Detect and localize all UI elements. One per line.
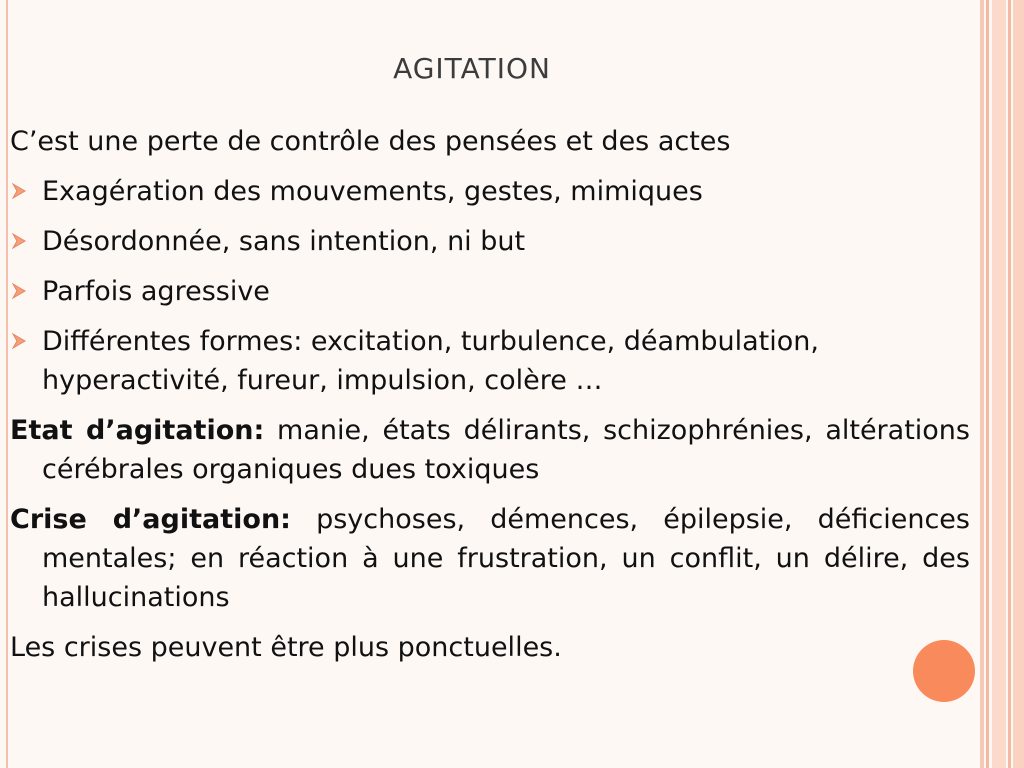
right-decorative-stripes	[980, 0, 1024, 768]
crise-paragraph	[10, 500, 970, 617]
arrowhead-bullet-icon	[12, 283, 26, 299]
left-border-line	[6, 0, 8, 768]
slide-title: AGITATION	[393, 52, 551, 85]
stripe	[992, 0, 1006, 768]
bullet-text: Désordonnée, sans intention, ni but	[42, 226, 526, 257]
etat-text: manie, états délirants, schizophrénies, altérations cérébrales organiques dues toxiques	[42, 415, 970, 485]
bullet-text: Exagération des mouvements, gestes, mimiques	[42, 176, 703, 207]
arrowhead-bullet-icon	[12, 233, 26, 249]
closing-text: Les crises peuvent être plus ponctuelles.	[10, 632, 562, 663]
bullet-text: Parfois agressive	[42, 276, 270, 307]
stripe	[980, 0, 984, 768]
intro-text: C’est une perte de contrôle des pensées et des actes	[10, 126, 731, 157]
bullet-item	[10, 222, 970, 261]
arrowhead-bullet-icon	[12, 333, 26, 349]
stripe	[1008, 0, 1011, 768]
etat-label: Etat d’agitation:	[10, 415, 265, 446]
bullet-item	[10, 272, 970, 311]
stripe	[986, 0, 989, 768]
bullet-item	[10, 172, 970, 211]
orange-circle-icon	[913, 640, 975, 702]
crise-label: Crise d’agitation:	[10, 504, 291, 535]
etat-paragraph	[10, 411, 970, 489]
stripe	[1013, 0, 1024, 768]
bullet-item	[10, 322, 970, 400]
bullet-text: Différentes formes: excitation, turbulence, déambulation, hyperactivité, fureur, impulsion, colère …	[42, 326, 819, 396]
crise-text: psychoses, démences, épilepsie, déficiences mentales; en réaction à une frustration, un conflit, un délire, des hallucinations	[42, 504, 970, 613]
slide-body	[10, 122, 970, 678]
arrowhead-bullet-icon	[12, 183, 26, 199]
